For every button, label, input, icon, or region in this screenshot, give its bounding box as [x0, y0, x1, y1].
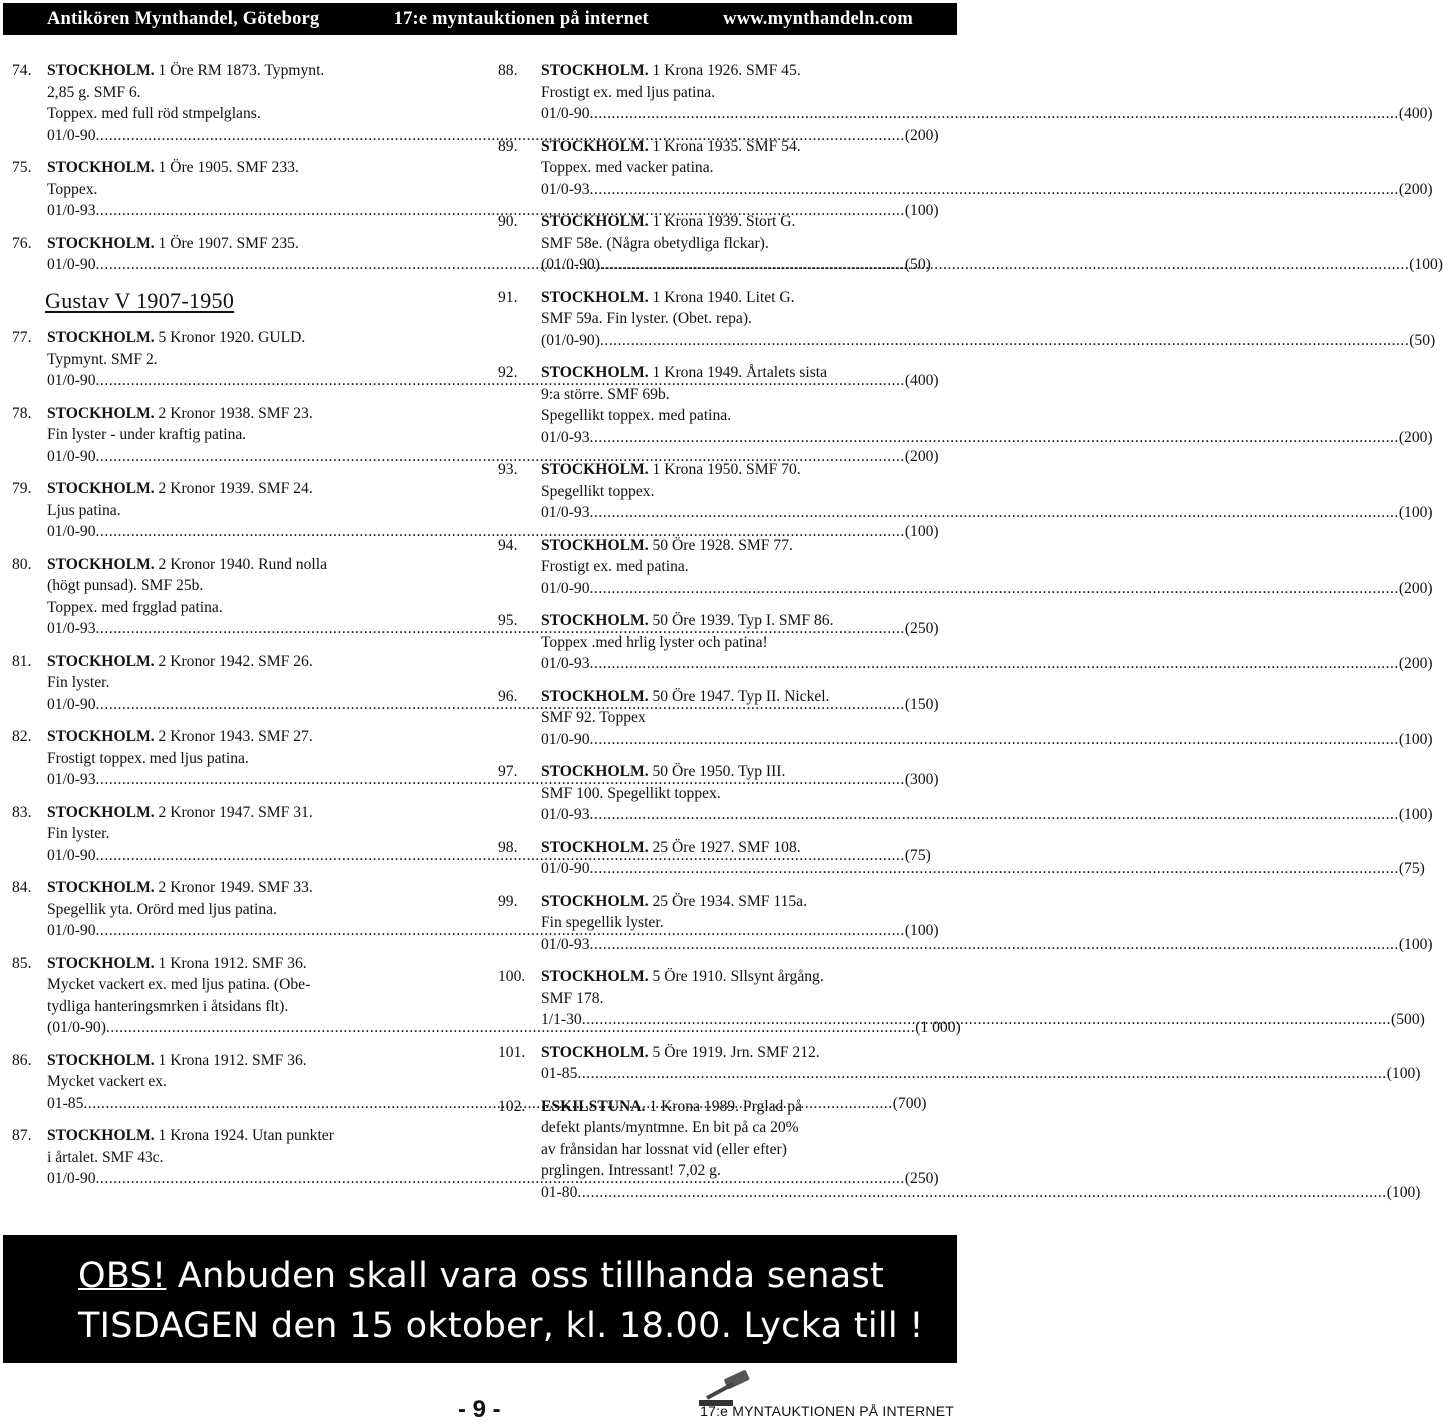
lot-text: 50 Öre 1928. SMF 77.	[652, 536, 793, 554]
lot-text: 2 Kronor 1938. SMF 23.	[158, 404, 313, 422]
lot-price: (75)	[904, 846, 931, 864]
lot-price: (500)	[1391, 1011, 1425, 1028]
dot-leader	[582, 1009, 1391, 1031]
lot-price: (200)	[904, 126, 939, 144]
lot-grade: (01/0-90)	[47, 1019, 106, 1036]
lot-text: 50 Öre 1947. Typ II. Nickel.	[652, 687, 830, 705]
lot-line	[541, 783, 1433, 805]
lot-number: 77.	[12, 329, 32, 346]
lot-price: (150)	[904, 695, 939, 713]
lot-price: (100)	[1386, 1065, 1421, 1082]
dot-leader	[590, 858, 1399, 880]
lot-price: (100)	[1386, 1183, 1421, 1201]
lot-text: Toppex. med vacker patina.	[541, 159, 714, 176]
right-column	[498, 60, 1443, 1214]
lot-grade: 01/0-93	[47, 620, 96, 637]
lot-text: Mycket vackert ex. med ljus patina. (Obe-	[47, 976, 311, 993]
lot-item	[498, 535, 1433, 600]
dot-leader	[577, 1063, 1386, 1085]
lot-item	[498, 362, 1433, 448]
lot-price: (1 000)	[915, 1019, 961, 1036]
lot-line	[541, 610, 1433, 632]
lot-grade: (01/0-90)	[541, 256, 600, 273]
lot-grade: (01/0-90)	[541, 331, 600, 349]
lot-price: (200)	[904, 447, 939, 465]
lot-line	[541, 891, 1433, 913]
lot-number: 89.	[498, 137, 518, 155]
lot-number: 95.	[498, 612, 518, 629]
lot-item	[498, 1042, 1421, 1085]
lot-price: (50)	[904, 256, 931, 273]
dot-leader	[590, 179, 1399, 201]
lot-price: (400)	[1398, 105, 1433, 122]
lot-text: 1 Öre 1905. SMF 233.	[158, 159, 299, 176]
lot-city: STOCKHOLM.	[541, 137, 649, 155]
lot-number: 94.	[498, 536, 518, 554]
lot-price-line	[541, 804, 1433, 826]
lot-text: 1 Krona 1949. Årtalets sista	[652, 364, 828, 381]
lot-text: 1 Krona 1950. SMF 70.	[652, 461, 801, 478]
lot-row	[498, 761, 1433, 826]
lot-line	[541, 988, 1425, 1010]
lot-line	[541, 1042, 1420, 1064]
lot-line	[541, 60, 1433, 82]
lot-price: (100)	[904, 922, 939, 939]
lot-text: Fin lyster.	[47, 825, 110, 842]
lot-description	[541, 136, 1433, 201]
lot-text: Spegellikt toppex.	[541, 482, 655, 500]
lot-grade: 01/0-93	[541, 504, 590, 521]
lot-item	[498, 966, 1425, 1031]
lot-city: STOCKHOLM.	[47, 652, 155, 670]
lot-list-right	[498, 60, 1443, 1203]
lot-item	[498, 211, 1443, 276]
lot-city: STOCKHOLM.	[541, 536, 649, 554]
lot-price: (100)	[904, 523, 939, 540]
lot-text: 2 Kronor 1949. SMF 33.	[158, 879, 313, 896]
lot-number: 97.	[498, 763, 518, 780]
lot-text: defekt plants/myntmne. En bit på ca 20%	[541, 1119, 799, 1136]
lot-number: 80.	[12, 555, 32, 573]
lot-city: STOCKHOLM.	[47, 728, 155, 745]
lot-text: i årtalet. SMF 43c.	[47, 1148, 164, 1166]
lot-line	[541, 556, 1433, 578]
lot-line	[541, 1160, 1420, 1182]
lot-text: Frostigt toppex. med ljus patina.	[47, 749, 249, 767]
lot-grade: 01/0-93	[541, 935, 590, 953]
lot-line	[541, 837, 1425, 859]
lot-line	[541, 308, 1435, 330]
lot-text: 1 Krona 1912. SMF 36.	[158, 1051, 307, 1069]
lot-description	[541, 891, 1433, 956]
lot-grade: 01/0-93	[47, 771, 96, 788]
lot-item	[498, 136, 1433, 201]
lot-city: STOCKHOLM.	[541, 461, 649, 478]
lot-number: 98.	[498, 838, 518, 856]
header-center: 17:e myntauktionen på internet	[393, 8, 649, 29]
lot-text: 1 Krona 1939. Stort G.	[652, 213, 796, 230]
lot-number: 87.	[12, 1127, 32, 1144]
lot-grade: 01/0-93	[541, 655, 590, 672]
lot-text: 1 Krona 1989. Prglad på	[649, 1097, 802, 1115]
lot-grade: 01/0-90	[541, 730, 590, 748]
lot-city: STOCKHOLM.	[541, 968, 649, 985]
lot-text: SMF 178.	[541, 989, 604, 1007]
lot-number: 85.	[12, 954, 32, 972]
header-right: www.mynthandeln.com	[723, 8, 913, 29]
lot-grade: 01/0-90	[47, 256, 96, 273]
lot-number: 99.	[498, 892, 518, 910]
lot-price: (400)	[904, 372, 939, 389]
lot-item	[498, 761, 1433, 826]
lot-price-line	[541, 254, 1443, 276]
lot-number: 84.	[12, 879, 32, 896]
lot-line	[541, 535, 1433, 557]
lot-number: 76.	[12, 234, 32, 252]
lot-city: STOCKHOLM.	[541, 892, 649, 910]
lot-grade: 01/0-90	[47, 922, 96, 939]
banner-line-2: TISDAGEN den 15 oktober, kl. 18.00. Lycka till !	[78, 1306, 924, 1346]
lot-text: 25 Öre 1927. SMF 108.	[652, 838, 801, 856]
lot-text: Ljus patina.	[47, 501, 121, 519]
lot-price: (700)	[892, 1094, 927, 1112]
lot-description	[541, 535, 1433, 600]
lot-price: (75)	[1398, 860, 1425, 877]
lot-description	[541, 287, 1435, 352]
lot-text: 25 Öre 1934. SMF 115a.	[652, 892, 807, 910]
lot-city: STOCKHOLM.	[541, 1043, 649, 1061]
lot-item	[498, 891, 1433, 956]
lot-text: prglingen. Intressant! 7,02 g.	[541, 1162, 721, 1179]
lot-price-line	[541, 934, 1433, 956]
banner-line-1-text: Anbuden skall vara oss tillhanda senast	[166, 1256, 885, 1296]
lot-text: (högt punsad). SMF 25b.	[47, 577, 204, 594]
lot-text: Spegellikt toppex. med patina.	[541, 407, 732, 424]
lot-row	[498, 211, 1443, 276]
lot-description	[541, 60, 1433, 125]
lot-row	[498, 535, 1433, 600]
lot-city: STOCKHOLM.	[47, 404, 155, 422]
lot-city: STOCKHOLM.	[47, 329, 155, 346]
banner-line-1	[78, 1251, 957, 1301]
lot-grade: 01/0-90	[541, 860, 590, 877]
lot-number: 102.	[498, 1097, 526, 1115]
lot-city: STOCKHOLM.	[47, 555, 155, 573]
lot-text: SMF 59a. Fin lyster. (Obet. repa).	[541, 310, 752, 327]
lot-text: 1 Öre RM 1873. Typmynt.	[158, 62, 325, 79]
lot-grade: 01/0-93	[541, 806, 590, 823]
lot-text: Mycket vackert ex.	[47, 1073, 167, 1090]
lot-city: STOCKHOLM.	[47, 1051, 155, 1069]
lot-number: 96.	[498, 687, 518, 705]
lot-line	[541, 966, 1425, 988]
lot-text: Typmynt. SMF 2.	[47, 350, 158, 368]
lot-price-line	[541, 1063, 1420, 1085]
lot-text: 1 Krona 1924. Utan punkter	[158, 1127, 334, 1144]
lot-text: 2 Kronor 1939. SMF 24.	[158, 480, 313, 497]
lot-text: 1 Krona 1926. SMF 45.	[652, 62, 801, 79]
lot-city: STOCKHOLM.	[47, 879, 155, 896]
lot-line	[541, 211, 1443, 233]
lot-text: 5 Kronor 1920. GULD.	[158, 329, 306, 346]
lot-line	[541, 632, 1433, 654]
dot-leader	[590, 103, 1399, 125]
lot-price-line	[541, 1182, 1420, 1204]
lot-text: 2 Kronor 1940. Rund nolla	[158, 555, 327, 573]
lot-city: STOCKHOLM.	[47, 1127, 155, 1144]
lot-price-line	[541, 653, 1433, 675]
lot-row	[498, 686, 1433, 751]
lot-description	[541, 837, 1425, 880]
lot-text: Toppex. med full röd stmpelglans.	[47, 105, 261, 122]
lot-row	[498, 60, 1433, 125]
lot-grade: 01/0-90	[47, 372, 96, 389]
dot-leader	[600, 254, 1409, 276]
lot-text: 2 Kronor 1942. SMF 26.	[158, 652, 313, 670]
lot-row	[498, 1042, 1421, 1085]
lot-row	[498, 610, 1433, 675]
lot-text: Toppex. med frgglad patina.	[47, 598, 223, 616]
lot-description	[541, 686, 1433, 751]
lot-number: 75.	[12, 159, 32, 176]
lot-grade: 01/0-93	[541, 180, 590, 198]
lot-item	[498, 459, 1433, 524]
lot-number: 100.	[498, 968, 526, 985]
dot-leader	[577, 1182, 1386, 1204]
lot-number: 88.	[498, 62, 518, 79]
lot-number: 101.	[498, 1043, 526, 1061]
lot-price: (250)	[904, 1170, 939, 1187]
lot-item	[498, 1096, 1421, 1204]
dot-leader	[590, 729, 1399, 751]
lot-line	[541, 82, 1433, 104]
lot-row	[498, 459, 1433, 524]
page-number: - 9 -	[458, 1396, 501, 1423]
lot-price-line	[541, 179, 1433, 201]
lot-city: STOCKHOLM.	[541, 364, 649, 381]
lot-city: STOCKHOLM.	[47, 480, 155, 497]
lot-grade: 01/0-90	[47, 126, 96, 144]
lot-grade: 1/1-30	[541, 1011, 582, 1028]
lot-city: STOCKHOLM.	[541, 838, 649, 856]
lot-line	[541, 405, 1433, 427]
lot-price: (200)	[1398, 579, 1433, 597]
lot-grade: 01/0-90	[47, 447, 96, 465]
lot-grade: 01/0-93	[541, 428, 590, 446]
lot-grade: 01/0-90	[47, 523, 96, 540]
lot-number: 90.	[498, 213, 518, 230]
lot-number: 91.	[498, 288, 518, 306]
lot-price: (200)	[1398, 180, 1433, 198]
lot-line	[541, 384, 1433, 406]
lot-text: Fin lyster - under kraftig patina.	[47, 426, 247, 443]
lot-price: (250)	[904, 620, 939, 637]
lot-price: (50)	[1409, 331, 1436, 349]
lot-text: Frostigt ex. med ljus patina.	[541, 83, 716, 101]
section-heading: Gustav V 1907-1950	[45, 287, 235, 313]
lot-text: 50 Öre 1939. Typ I. SMF 86.	[652, 612, 834, 629]
lot-description	[541, 1096, 1420, 1204]
lot-price: (300)	[904, 771, 939, 788]
lot-price-line	[541, 1009, 1425, 1031]
dot-leader	[590, 502, 1399, 524]
lot-number: 79.	[12, 480, 32, 497]
lot-line	[541, 1139, 1420, 1161]
lot-item	[498, 60, 1433, 125]
lot-price-line	[541, 330, 1435, 352]
lot-price-line	[541, 103, 1433, 125]
lot-text: 1 Öre 1907. SMF 235.	[158, 234, 299, 252]
lot-text: SMF 100. Spegellikt toppex.	[541, 784, 721, 802]
lot-text: 5 Öre 1919. Jrn. SMF 212.	[652, 1043, 820, 1061]
lot-grade: 01/0-90	[541, 105, 590, 122]
lot-description	[541, 966, 1425, 1031]
lot-city: STOCKHOLM.	[47, 803, 155, 821]
lot-city: STOCKHOLM.	[47, 159, 155, 176]
lot-price-line	[541, 578, 1433, 600]
lot-item	[498, 686, 1433, 751]
lot-row	[498, 287, 1436, 352]
footer-label: 17:e MYNTAUKTIONEN PÅ INTERNET	[700, 1403, 954, 1419]
lot-line	[541, 686, 1433, 708]
dot-leader	[590, 578, 1399, 600]
lot-text: 50 Öre 1950. Typ III.	[652, 763, 786, 780]
lot-row	[498, 136, 1433, 201]
lot-row	[498, 891, 1433, 956]
lot-line	[541, 707, 1433, 729]
lot-description	[541, 1042, 1420, 1085]
lot-description	[541, 610, 1433, 675]
header-left: Antikören Mynthandel, Göteborg	[47, 8, 320, 29]
lot-row	[498, 1096, 1421, 1204]
lot-text: Spegellik yta. Orörd med ljus patina.	[47, 900, 277, 918]
lot-line	[541, 481, 1433, 503]
lot-price: (100)	[1398, 935, 1433, 953]
lot-grade: 01/0-90	[47, 1170, 96, 1187]
lot-description	[541, 761, 1433, 826]
lot-price-line	[541, 427, 1433, 449]
lot-line	[541, 912, 1433, 934]
lot-city: STOCKHOLM.	[541, 213, 649, 230]
lot-price-line	[541, 858, 1425, 880]
lot-number: 93.	[498, 461, 518, 478]
dot-leader	[600, 330, 1409, 352]
lot-price: (100)	[1398, 504, 1433, 521]
lot-line	[541, 459, 1433, 481]
lot-city: STOCKHOLM.	[541, 763, 649, 780]
lot-description	[541, 459, 1433, 524]
lot-text: 1 Krona 1940. Litet G.	[652, 288, 795, 306]
lot-city: STOCKHOLM.	[47, 62, 155, 79]
lot-text: SMF 58e. (Några obetydliga flckar).	[541, 234, 769, 252]
lot-item	[498, 837, 1425, 880]
lot-text: Frostigt ex. med patina.	[541, 558, 689, 575]
dot-leader	[590, 653, 1399, 675]
lot-grade: 01-80	[541, 1183, 578, 1201]
lot-grade: 01/0-90	[47, 695, 96, 713]
header-bar	[3, 3, 957, 35]
lot-line	[541, 362, 1433, 384]
lot-text: 5 Öre 1910. Sllsynt årgång.	[652, 968, 824, 985]
lot-price-line	[541, 729, 1433, 751]
lot-price-line	[541, 502, 1433, 524]
lot-line	[541, 761, 1433, 783]
lot-grade: 01-85	[541, 1065, 578, 1082]
lot-city: STOCKHOLM.	[541, 288, 649, 306]
lot-city: STOCKHOLM.	[541, 62, 649, 79]
lot-text: tydliga hanteringsmrken i åtsidans flt).	[47, 997, 289, 1015]
dot-leader	[590, 427, 1399, 449]
lot-line	[541, 157, 1433, 179]
lot-number: 83.	[12, 803, 32, 821]
lot-text: 2 Kronor 1947. SMF 31.	[158, 803, 313, 821]
lot-description	[541, 362, 1433, 448]
lot-text: Toppex .med hrlig lyster och patina!	[541, 633, 768, 651]
lot-line	[541, 287, 1435, 309]
deadline-banner	[3, 1235, 957, 1363]
lot-number: 86.	[12, 1051, 32, 1069]
lot-item	[498, 610, 1433, 675]
lot-number: 78.	[12, 404, 32, 422]
lot-line	[541, 233, 1443, 255]
lot-text: 2,85 g. SMF 6.	[47, 83, 141, 101]
dot-leader	[590, 934, 1399, 956]
lot-city: STOCKHOLM.	[541, 687, 649, 705]
lot-text: 1 Krona 1912. SMF 36.	[158, 954, 307, 972]
lot-city: STOCKHOLM.	[47, 234, 155, 252]
lot-row	[498, 837, 1425, 880]
lot-price: (200)	[1398, 428, 1433, 446]
lot-line	[541, 1096, 1420, 1118]
banner-obs: OBS!	[78, 1256, 167, 1296]
lot-text: 1 Krona 1935. SMF 54.	[652, 137, 801, 155]
lot-text: Fin lyster.	[47, 674, 110, 691]
lot-text: SMF 92. Toppex	[541, 709, 646, 726]
lot-text: av frånsidan har lossnat vid (eller efter)	[541, 1140, 787, 1158]
lot-description	[541, 211, 1443, 276]
lot-city: STOCKHOLM.	[47, 954, 155, 972]
lot-price: (100)	[1398, 730, 1433, 748]
lot-number: 74.	[12, 62, 32, 79]
lot-line	[541, 1117, 1420, 1139]
lot-city: STOCKHOLM.	[541, 612, 649, 629]
lot-grade: 01/0-90	[541, 579, 590, 597]
lot-number: 92.	[498, 364, 518, 381]
dot-leader	[590, 804, 1399, 826]
lot-row	[498, 362, 1433, 448]
lot-number: 81.	[12, 652, 32, 670]
lot-text: 2 Kronor 1943. SMF 27.	[158, 728, 313, 745]
lot-number: 82.	[12, 728, 32, 745]
lot-text: Fin spegellik lyster.	[541, 914, 664, 931]
lot-grade: 01/0-93	[47, 202, 96, 219]
lot-city: ESKILSTUNA.	[541, 1097, 646, 1115]
lot-grade: 01-85	[47, 1094, 84, 1112]
lot-line	[541, 136, 1433, 158]
lot-price: (100)	[1409, 256, 1443, 273]
lot-price: (100)	[1398, 806, 1433, 823]
lot-grade: 01/0-90	[47, 846, 96, 864]
lot-price: (100)	[904, 202, 939, 219]
lot-row	[498, 966, 1425, 1031]
lot-text: 9:a större. SMF 69b.	[541, 385, 670, 403]
lot-item	[498, 287, 1436, 352]
lot-text: Toppex.	[47, 180, 98, 198]
lot-price: (200)	[1398, 655, 1433, 672]
